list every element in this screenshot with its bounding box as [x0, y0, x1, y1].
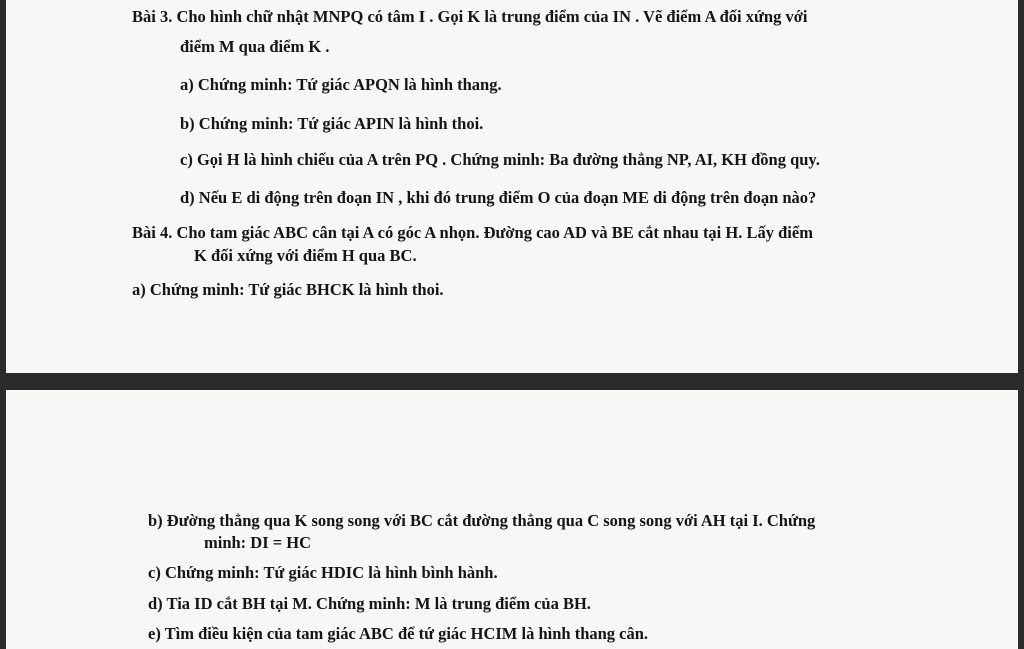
bai4-part-b-line1: b) Đường thẳng qua K song song với BC cắt đường thẳng qua C song song với AH tại I. Chứng: [148, 511, 816, 530]
bai4-part-d: d) Tia ID cắt BH tại M. Chứng minh: M là trung điểm của BH.: [148, 594, 591, 613]
bai4-part-b-line2: minh: DI = HC: [204, 533, 312, 552]
document-page-top: [6, 0, 1018, 373]
bai3-statement-line1: [132, 7, 807, 27]
bai3-part-c: c) Gọi H là hình chiếu của A trên PQ . Chứng minh: Ba đường thẳng NP, AI, KH đồng quy.: [180, 150, 820, 169]
bai4-statement-line1: [132, 223, 813, 243]
bai4-part-e: e) Tìm điều kiện của tam giác ABC để tứ giác HCIM là hình thang cân.: [148, 624, 649, 643]
bai4-statement-line2: K đối xứng với điểm H qua BC.: [194, 246, 417, 265]
bai4-part-c: c) Chứng minh: Tứ giác HDIC là hình bình hành.: [148, 563, 498, 582]
bai3-part-b: b) Chứng minh: Tứ giác APIN là hình thoi.: [180, 114, 484, 133]
bai3-text-line1: Cho hình chữ nhật MNPQ có tâm I . Gọi K là trung điểm của IN . Vẽ điểm A đối xứng với: [176, 7, 808, 26]
bai3-statement-line2: điểm M qua điểm K .: [180, 37, 330, 56]
bai4-text-line1: Cho tam giác ABC cân tại A có góc A nhọn. Đường cao AD và BE cắt nhau tại H. Lấy điểm: [176, 223, 813, 242]
bai3-part-d: d) Nếu E di động trên đoạn IN , khi đó trung điểm O của đoạn ME di động trên đoạn nào?: [180, 188, 817, 207]
bai3-label: Bài 3.: [132, 7, 173, 26]
bai4-label: Bài 4.: [132, 223, 173, 242]
bai3-part-a: a) Chứng minh: Tứ giác APQN là hình thang.: [180, 75, 502, 94]
bai4-part-a: a) Chứng minh: Tứ giác BHCK là hình thoi.: [132, 280, 444, 299]
document-page-bottom: [6, 390, 1018, 649]
